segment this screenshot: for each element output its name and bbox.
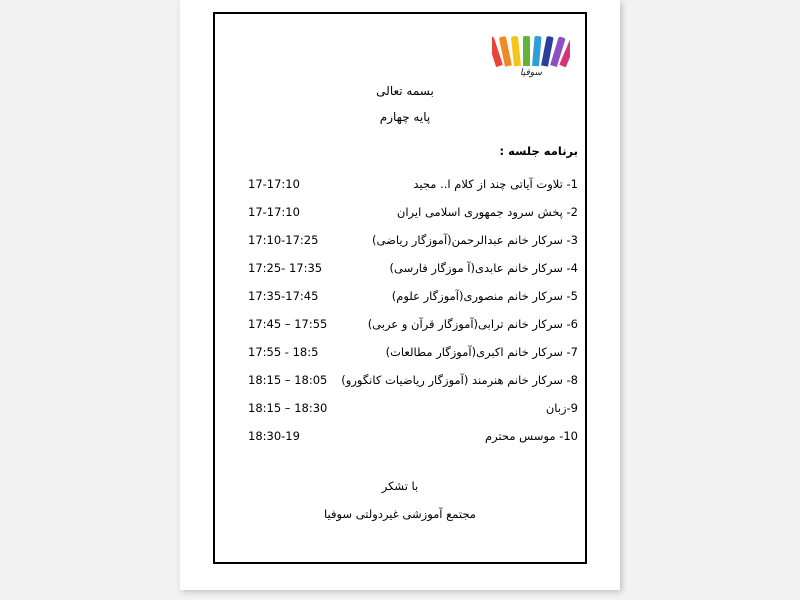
document-page: [180, 0, 620, 590]
agenda-item-label: 1- تلاوت آیاتی چند از کلام ا.. مجید: [413, 177, 578, 191]
agenda-item-label: 3- سرکار خانم عبدالرحمن(آموزگار ریاضی): [372, 233, 578, 247]
list-item: [220, 394, 580, 422]
list-item: [220, 170, 580, 198]
agenda-item-label: 7- سرکار خانم اکبری(آموزگار مطالعات): [385, 345, 578, 359]
list-item: [220, 422, 580, 450]
agenda-item-time: 17:10-17:25: [248, 233, 319, 247]
agenda-item-label: 10- موسس محترم: [484, 429, 578, 443]
agenda-list: [220, 170, 580, 450]
logo-script-text: سوفیا: [520, 68, 542, 78]
list-item: [220, 226, 580, 254]
school-logo: [492, 34, 570, 80]
heading-line-2: پایه چهارم: [379, 110, 431, 124]
agenda-item-time: 17:35-17:45: [248, 289, 319, 303]
agenda-title: برنامه جلسه :: [499, 144, 578, 158]
footer-organization: مجتمع آموزشی غیردولتی سوفیا: [324, 507, 476, 521]
agenda-item-label: 6- سرکار خانم ترابی(آموزگار قرآن و عربی): [367, 317, 578, 331]
list-item: [220, 254, 580, 282]
agenda-item-time: 17:55 - 18:5: [248, 345, 319, 359]
document-content: [220, 20, 580, 556]
list-item: [220, 338, 580, 366]
agenda-item-time: 17-17:10: [248, 177, 300, 191]
agenda-item-label: 9-زبان: [545, 401, 578, 415]
agenda-item-label: 2- پخش سرود جمهوری اسلامی ایران: [396, 205, 578, 219]
footer-thanks: با تشکر: [381, 479, 419, 493]
agenda-item-time: 17-17:10: [248, 205, 300, 219]
document-heading: [325, 78, 485, 130]
agenda-item-label: 4- سرکار خانم عابدی(آ موزگار فارسی): [389, 261, 578, 275]
list-item: [220, 198, 580, 226]
agenda-item-time: 18:15 – 18:05: [248, 373, 328, 387]
agenda-item-time: 17:25- 17:35: [248, 261, 323, 275]
agenda-item-label: 8- سرکار خانم هنرمند (آموزگار ریاضیات کانگورو): [341, 373, 578, 387]
agenda-item-label: 5- سرکار خانم منصوری(آموزگار علوم): [391, 289, 578, 303]
list-item: [220, 366, 580, 394]
agenda-item-time: 18:15 – 18:30: [248, 401, 328, 415]
list-item: [220, 310, 580, 338]
agenda-item-time: 18:30-19: [248, 429, 300, 443]
list-item: [220, 282, 580, 310]
agenda-item-time: 17:45 – 17:55: [248, 317, 328, 331]
document-footer: [220, 472, 580, 528]
heading-line-1: بسمه تعالی: [376, 84, 434, 98]
